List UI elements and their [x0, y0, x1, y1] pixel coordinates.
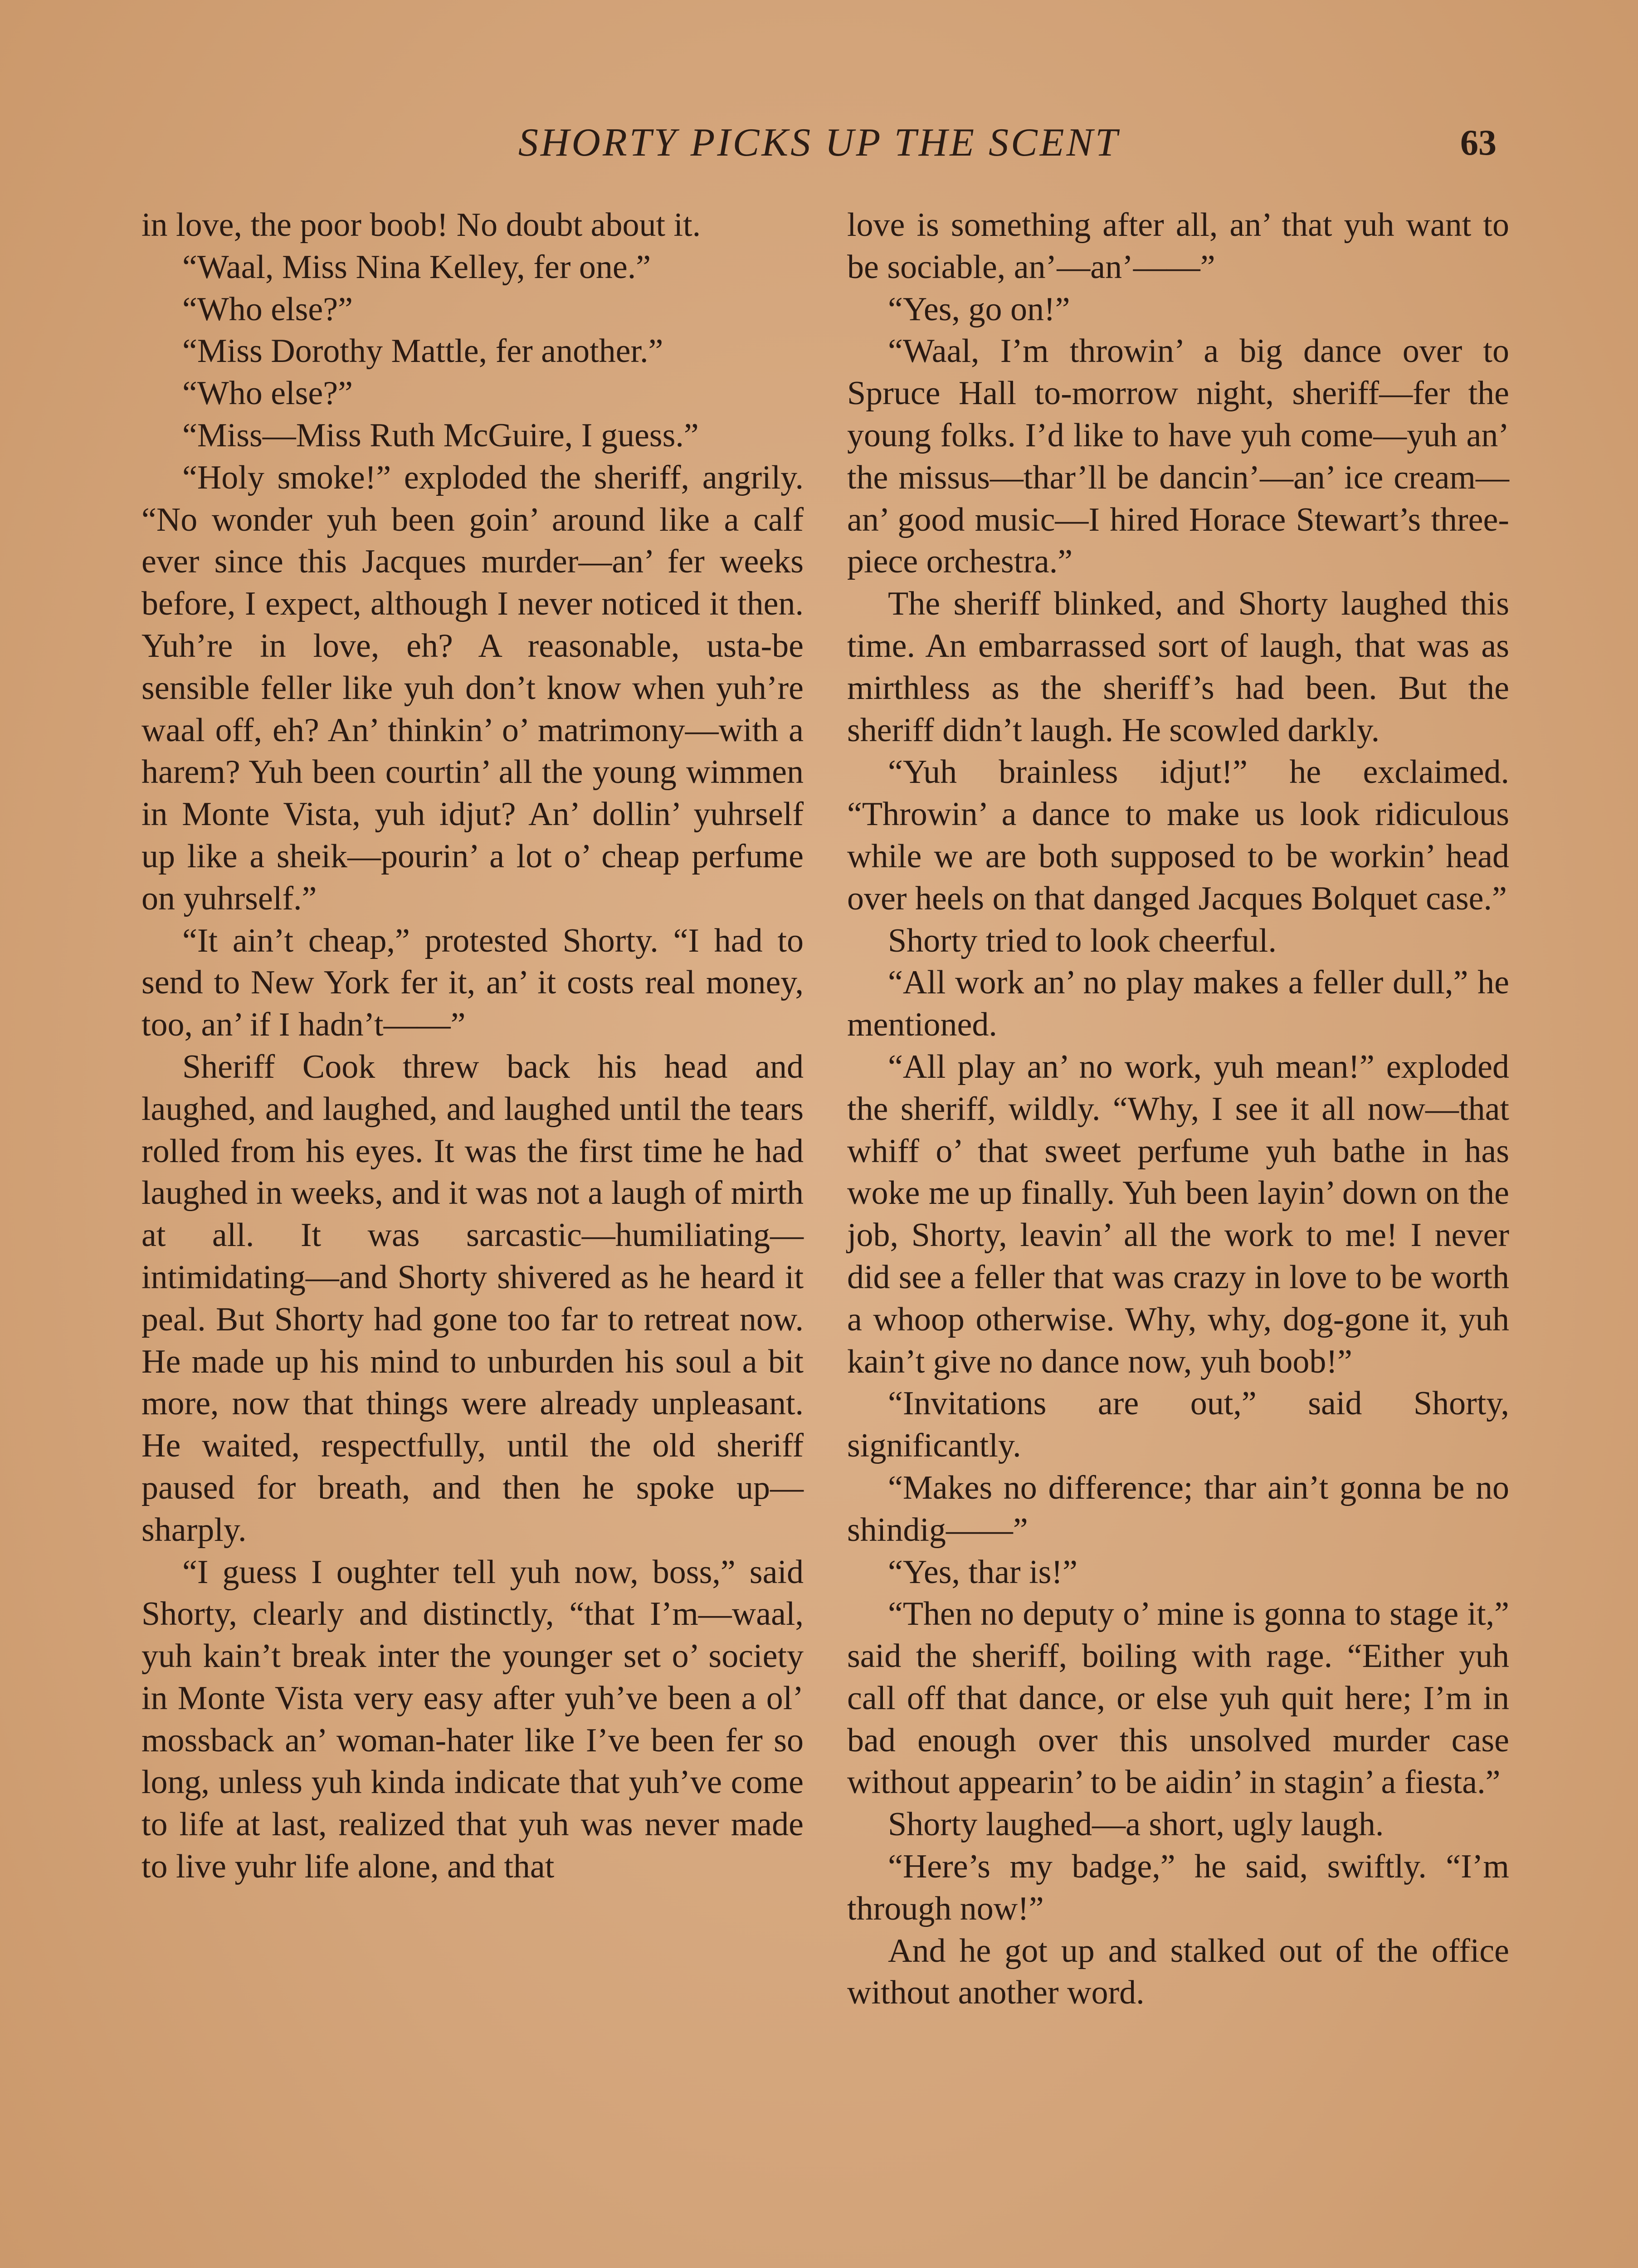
paragraph: “Then no deputy o’ mine is gonna to stage it,” said the sheriff, boiling with rage. “Either yuh call off that dance, or else yuh quit here; I’m in bad enough over this unsolved murder case without appearin’ to be aidin’ in stagin’ a fiesta.”: [847, 1595, 1509, 1801]
paragraph: Shorty laughed—a short, ugly laugh.: [888, 1806, 1384, 1843]
paragraph: “Here’s my badge,” he said, swiftly. “I’m through now!”: [847, 1848, 1509, 1927]
paragraph: Shorty tried to look cheerful.: [888, 922, 1277, 959]
paragraph: “Waal, I’m throwin’ a big dance over to Spruce Hall to-morrow night, sheriff—fer the young folks. I’d like to have yuh come—yuh an’ the missus—thar’ll be dancin’—an’ ice cream—an’ good music—I hired Horace Stewart’s three-piece orchestra.”: [847, 332, 1509, 581]
paragraph: “All play an’ no work, yuh mean!” exploded the sheriff, wildly. “Why, I see it all now—that whiff o’ that sweet perfume yuh bathe in has woke me up finally. Yuh been layin’ down on the job, Shorty, leavin’ all the work to me! I never did see a feller that was crazy in love to be worth a whoop otherwise. Why, why, dog-gone it, yuh kain’t give no dance now, yuh boob!”: [847, 1048, 1509, 1380]
paragraph: “All work an’ no play makes a feller dull,” he mentioned.: [847, 964, 1509, 1044]
paragraph: “Who else?”: [182, 290, 353, 328]
paragraph: “It ain’t cheap,” protested Shorty. “I had to send to New York fer it, an’ it costs real money, too, an’ if I hadn’t——”: [141, 922, 804, 1044]
paragraph: “Holy smoke!” exploded the sheriff, angrily. “No wonder yuh been goin’ around like a calf ever since this Jacques murder—an’ fer weeks before, I expect, although I never noticed it then. Yuh’re in love, eh? A reasonable, usta-be sensible feller like yuh don’t know when yuh’re waal off, eh? An’ thinkin’ o’ matrimony—with a harem? Yuh been courtin’ all the young wimmen in Monte Vista, yuh idjut? An’ dollin’ yuhrself up like a sheik—pourin’ a lot o’ cheap perfume on yuhrself.”: [141, 459, 804, 917]
running-title: SHORTY PICKS UP THE SCENT: [518, 121, 1120, 165]
paragraph: “Miss Dorothy Mattle, fer another.”: [182, 332, 663, 370]
paragraph: “Miss—Miss Ruth McGuire, I guess.”: [182, 416, 699, 454]
paragraph: “Yuh brainless idjut!” he exclaimed. “Throwin’ a dance to make us look ridiculous while we are both supposed to be workin’ head over heels on that danged Jacques Bolquet case.”: [847, 753, 1509, 917]
paragraph: “Yes, thar is!”: [888, 1553, 1077, 1591]
paragraph: “I guess I oughter tell yuh now, boss,” said Shorty, clearly and distinctly, “that I’m—waal, yuh kain’t break inter the younger set o’ society in Monte Vista very easy after yuh’ve been a ol’ mossback an’ woman-hater like I’ve been fer so long, unless yuh kinda indicate that yuh’ve come to life at last, realized that yuh was never made to live yuhr life alone, and that: [141, 1553, 804, 1886]
right-column: [847, 204, 1509, 2014]
page-number: 63: [1460, 123, 1497, 163]
paragraph: “Yes, go on!”: [888, 290, 1070, 328]
running-head: [0, 116, 1638, 170]
left-column: [141, 204, 804, 1888]
paragraph: And he got up and stalked out of the office without another word.: [847, 1932, 1509, 2012]
paragraph: The sheriff blinked, and Shorty laughed this time. An embarrassed sort of laugh, that was as mirthless as the sheriff’s had been. But the sheriff didn’t laugh. He scowled darkly.: [847, 585, 1509, 749]
paragraph: in love, the poor boob! No doubt about it.: [141, 206, 701, 244]
paragraph: love is something after all, an’ that yuh want to be sociable, an’—an’——”: [847, 206, 1509, 286]
paragraph: “Invitations are out,” said Shorty, significantly.: [847, 1385, 1509, 1465]
paragraph: “Waal, Miss Nina Kelley, fer one.”: [182, 248, 651, 286]
paragraph: “Makes no difference; thar ain’t gonna be no shindig——”: [847, 1469, 1509, 1549]
paragraph: Sheriff Cook threw back his head and laughed, and laughed, and laughed until the tears rolled from his eyes. It was the first time he had laughed in weeks, and it was not a laugh of mirth at all. It was sarcastic—humiliating—intimidating—and Shorty shivered as he heard it peal. But Shorty had gone too far to retreat now. He made up his mind to unburden his soul a bit more, now that things were already unpleasant. He waited, respectfully, until the old sheriff paused for breath, and then he spoke up—sharply.: [141, 1048, 804, 1549]
paragraph: “Who else?”: [182, 375, 353, 412]
